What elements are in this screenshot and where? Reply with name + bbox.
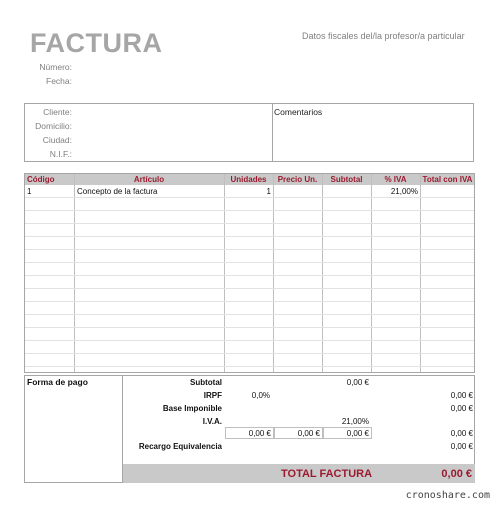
col-divider [74,174,75,372]
invoice-title: FACTURA [30,28,163,58]
base-imponible-label: Base Imponible [162,404,222,413]
row-1-articulo[interactable]: Concepto de la factura [77,187,158,196]
col-header-codigo: Código [27,175,55,184]
totals-block [24,375,475,483]
site-watermark: cronoshare.com [405,490,490,501]
col-header-iva: % IVA [384,175,407,184]
row-1-iva[interactable]: 21,00% [390,187,418,196]
fiscal-data-note: Datos fiscales del/la profesor/a particular [302,31,465,41]
col-header-articulo: Artículo [133,175,165,184]
col-divider [224,174,225,372]
total-factura-label: TOTAL FACTURA [281,468,373,480]
comentarios-label: Comentarios [274,107,323,117]
col-divider [420,174,421,372]
client-box [24,103,474,162]
row-1-unidades[interactable]: 1 [266,187,271,196]
col-header-total: Total con IVA [422,175,473,184]
row-line [25,340,474,341]
row-line [25,223,474,224]
irpf-label: IRPF [203,391,222,400]
row-line [25,353,474,354]
forma-pago-label: Forma de pago [27,377,88,387]
row-1-codigo[interactable]: 1 [27,187,32,196]
irpf-pct[interactable]: 0,0% [251,391,270,400]
ciudad-label: Ciudad: [42,135,72,145]
recargo-label: Recargo Equivalencia [138,442,222,451]
iva-value: 0,00 € [450,429,473,438]
iva-box-2-value: 0,00 € [297,429,320,438]
items-table [24,173,475,373]
irpf-value: 0,00 € [450,391,473,400]
total-factura-value: 0,00 € [441,468,472,480]
iva-label: I.V.A. [202,417,222,426]
col-divider [371,174,372,372]
subtotal-label: Subtotal [190,378,222,387]
iva-box-1-value: 0,00 € [248,429,271,438]
row-line [25,262,474,263]
row-line [25,314,474,315]
row-line [25,366,474,367]
numero-label: Número: [39,62,72,72]
col-header-subtotal: Subtotal [330,175,363,184]
row-line [25,301,474,302]
base-imponible-value: 0,00 € [450,404,473,413]
row-line [25,327,474,328]
col-header-precio: Precio Un. [277,175,318,184]
row-line [25,288,474,289]
col-divider [322,174,323,372]
row-line [25,197,474,198]
fecha-label: Fecha: [46,76,72,86]
client-box-divider [272,104,273,161]
iva-box-3-value: 0,00 € [346,429,369,438]
row-line [25,275,474,276]
row-line [25,249,474,250]
iva-pct[interactable]: 21,00% [341,417,369,426]
cliente-label: Cliente: [43,107,72,117]
row-line [25,210,474,211]
subtotal-value: 0,00 € [346,378,369,387]
row-line [25,236,474,237]
nif-label: N.I.F.: [49,149,72,159]
recargo-value: 0,00 € [450,442,473,451]
col-divider [273,174,274,372]
col-header-unidades: Unidades [230,175,267,184]
domicilio-label: Domicilio: [35,121,72,131]
